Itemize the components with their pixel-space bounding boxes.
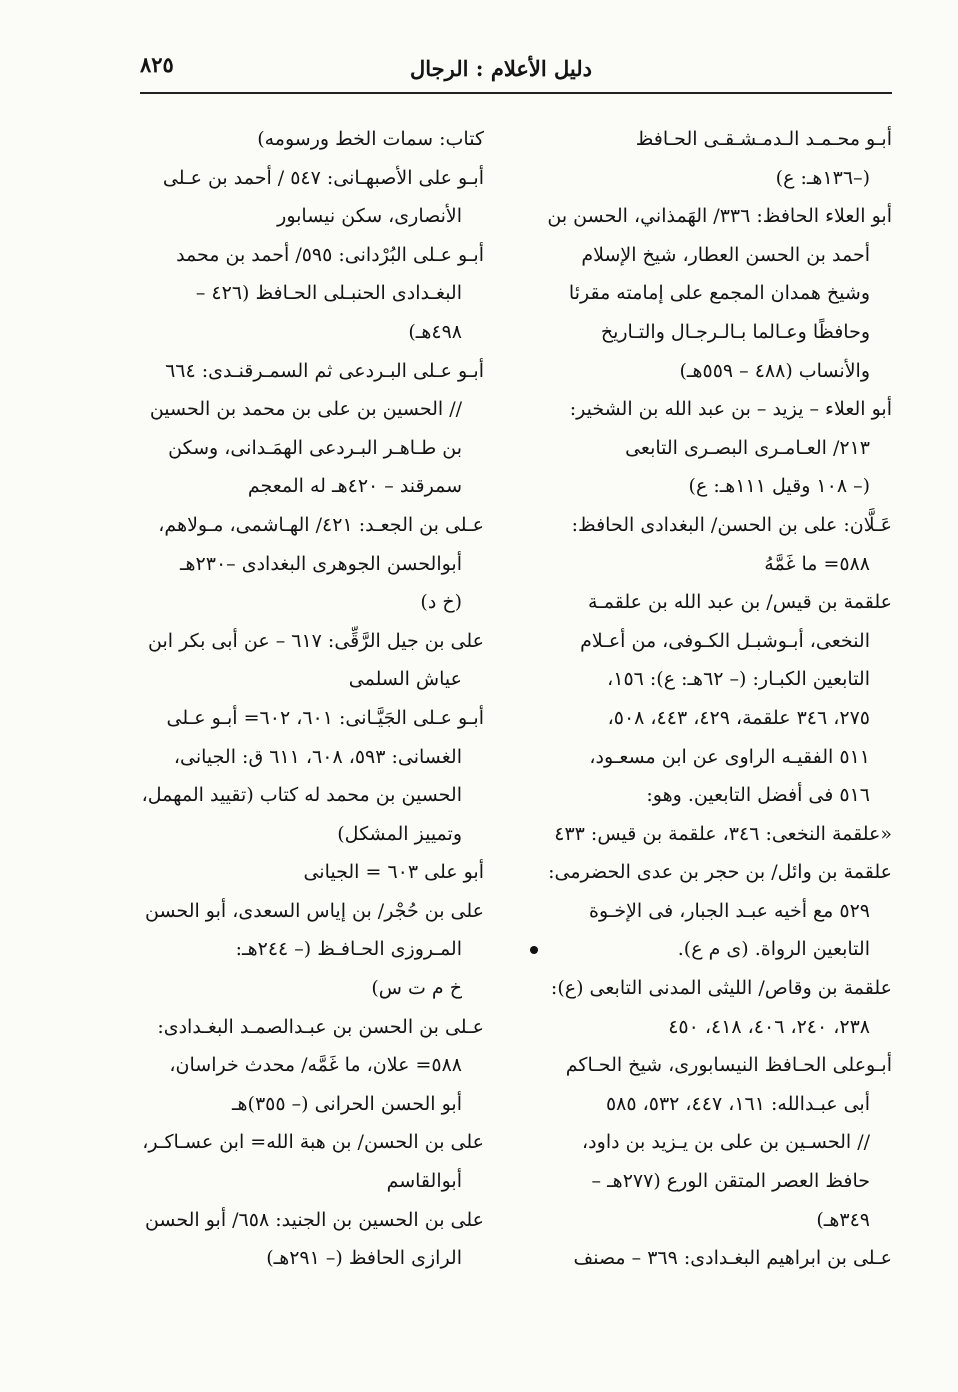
entry-continuation: الحسين بن محمد له كتاب (تقييد المهمل، [141,784,462,807]
entry-headline: أبـو عـلى البُرْدانى: ٥٩٥/ أحمد بن محمد [176,243,484,266]
entry-continuation: البغـدادى الحنبـلى الحـافظ (٤٢٦ – [195,282,462,305]
entry-continuation: التابعين الرواة. (ى م ع). [677,938,870,961]
entry-continuation: خ م ت س) [371,977,462,1000]
entry-continuation: وشيخ همدان المجمع على إمامته مقرئا [568,282,870,305]
entry-headline: علقمة بن وقاص/ الليثى المدنى التابعى (ع): [550,977,892,1000]
entry-headline: أبو العلاء الحافظ: ٣٣٦/ الهَمذاني، الحسن بن [547,205,892,228]
entry-continuation: سمرقند – ٤٢٠هـ له المعجم [247,475,462,498]
ink-dot [530,946,538,954]
entry-headline: على بن الحسن/ بن هبة الله= ابن عسـاكـر، [142,1131,484,1154]
entry-continuation: ٢١٣/ العـامـرى البصـرى التابعى [625,436,870,459]
entry-headline: أبـوعلى الحـافظ النيسابورى، شيخ الحـاكم [565,1054,892,1077]
index-entry [128,892,484,1008]
entry-continuation: النخعى، أبـوشبـل الكـوفى، من أعـلام [580,629,870,652]
entry-headline: عـلى بن الجعـد: ٤٢١/ الهـاشمى، مـولاهم، [158,513,484,536]
entry-continuation: عياش السلمى [348,668,462,691]
entry-continuation: ٥٨٨= ما غَمَّهُ [764,552,870,575]
index-entry [128,699,484,853]
entry-continuation: أبوالقاسم [386,1170,462,1193]
entry-headline: أبو على ٦٠٣ = الجيانى [303,861,484,884]
entry-headline: عـلى بن الحسن بن عبـدالصمـد البغـدادى: [157,1015,484,1038]
index-entry [525,120,892,197]
entry-headline: أبـو على الأصبهـانى: ٥٤٧ / أحمد بن عـلى [162,166,484,189]
index-entry [525,969,892,1046]
page-number: ٨٢٥ [140,52,174,77]
header-rule [140,92,892,94]
entry-continuation: ٥١١ الفقيـه الراوى عن ابن مسعـود، [589,745,870,768]
entry-continuation: أحمد بن الحسن العطار، شيخ الإسلام [581,243,870,266]
entry-continuation: أبى عبـدالله: ١٦١، ٤٤٧، ٥٣٢، ٥٨٥ [605,1092,870,1115]
entry-headline: على بن حُجْر/ بن إياس السعدى، أبو الحسن [145,899,484,922]
entry-continuation: الأنصارى، سكن نيسابور [277,205,462,228]
index-entry [128,506,484,622]
index-entry [525,390,892,506]
entry-headline: أبـو محـمـد الـدمـشـقـى الحـافظ [635,128,892,150]
entry-continuation: الرازى الحافظ (– ٢٩١هـ) [266,1247,462,1270]
index-entry [525,1239,892,1278]
left-column [128,120,484,1278]
entry-continuation: حافظ العصر المتقن الورع (٢٧٧هـ – [591,1170,870,1193]
entry-continuation: (– ١٠٨ وقيل ١١١هـ: ع) [688,475,870,498]
entry-headline: علقمة بن قيس/ بن عبد الله بن علقمـة [588,591,892,614]
index-entry [525,197,892,390]
index-entry [525,506,892,583]
entry-headline: عـلى بن ابراهيم البغـدادى: ٣٦٩ – مصنف [573,1247,892,1270]
entry-continuation: والأنساب (٤٨٨ – ٥٥٩هـ) [679,359,870,382]
entry-continuation: ٢٣٨، ٢٤٠، ٤٠٦، ٤١٨، ٤٥٠ [668,1015,870,1038]
entry-continuation: ٥٢٩ مع أخيه عبـد الجبار، فى الإخـوة [589,899,870,922]
running-title: دليل الأعلام : الرجال [409,56,592,81]
entry-continuation: // الحسـين بن على بن يـزيد بن داود، [582,1131,870,1154]
index-entry [128,1008,484,1124]
index-entry [128,236,484,352]
entry-continuation: ٣٤٩هـ) [816,1208,870,1231]
index-entry [128,159,484,236]
index-entry [525,583,892,815]
entry-headline: أبو العلاء – يزيد – بن عبد الله بن الشخير: [569,398,892,421]
index-entry [128,853,484,892]
entry-headline: على بن جيل الرَّقِّى: ٦١٧ – عن أبى بكر ابن [148,629,484,652]
entry-continuation: ٢٧٥، ٣٤٦ علقمة، ٤٢٩، ٤٤٣، ٥٠٨، [607,706,870,729]
entry-headline: علقمة بن وائل/ بن حجر بن عدى الحضرمى: [548,861,892,884]
entry-headline: كتاب: سمات الخط ورسومه) [257,128,484,150]
index-entry [128,1201,484,1278]
entry-continuation: الغسانى: ٥٩٣، ٦٠٨، ٦١١ ق: الجيانى، [173,745,462,768]
index-entry [525,1046,892,1239]
entry-headline: «علقمة النخعى: ٣٤٦، علقمة بن قيس: ٤٣٣ [554,822,892,845]
index-entry [128,352,484,506]
entry-headline: على بن الحسين بن الجنيد: ٦٥٨/ أبو الحسن [144,1208,484,1231]
page-header [140,50,892,90]
index-entry [128,1123,484,1200]
entry-continuation: // الحسين بن على بن محمد بن الحسين [149,398,462,421]
entry-continuation: (–١٣٦هـ: ع) [775,166,870,189]
entry-continuation: ٤٩٨هـ) [408,320,462,343]
entry-continuation: أبو الحسن الحرانى (– ٣٥٥)هـ [231,1092,462,1115]
entry-continuation: المـروزى الحـافـظ (– ٢٤٤هـ: [235,938,462,961]
entry-headline: عَـلَّان: على بن الحسن/ البغدادى الحافظ: [571,513,892,536]
right-column [525,120,892,1278]
entry-continuation: وحافظًا وعـالما بـالـرجـال والتـاريخ [600,320,870,343]
index-entry [128,622,484,699]
entry-continuation: التابعين الكبـار: (– ٦٢هـ: ع): ١٥٦، [607,668,870,691]
index-entry [525,853,892,969]
entry-continuation: (خ د) [420,591,462,614]
entry-headline: أبـو عـلى الجَيَّـانى: ٦٠١، ٦٠٢= أبـو عـلى [166,706,484,729]
entry-continuation: ٥١٦ فى أفضل التابعين. وهو: [646,784,870,807]
entry-continuation: ٥٨٨= علان، ما غَمَّه/ محدث خراسان، [169,1054,462,1077]
entry-continuation: بن طـاهـر البـردعى الهمَـدانى، وسكن [168,436,462,459]
entry-headline: أبـو عـلى البـردعى ثم السمـرقنـدى: ٦٦٤ [165,359,484,382]
entry-continuation: وتمييز المشكل) [337,822,462,845]
entry-continuation: أبوالحسن الجوهرى البغدادى –٢٣٠هـ [179,552,462,575]
index-entry [525,815,892,854]
index-entry [128,120,484,159]
